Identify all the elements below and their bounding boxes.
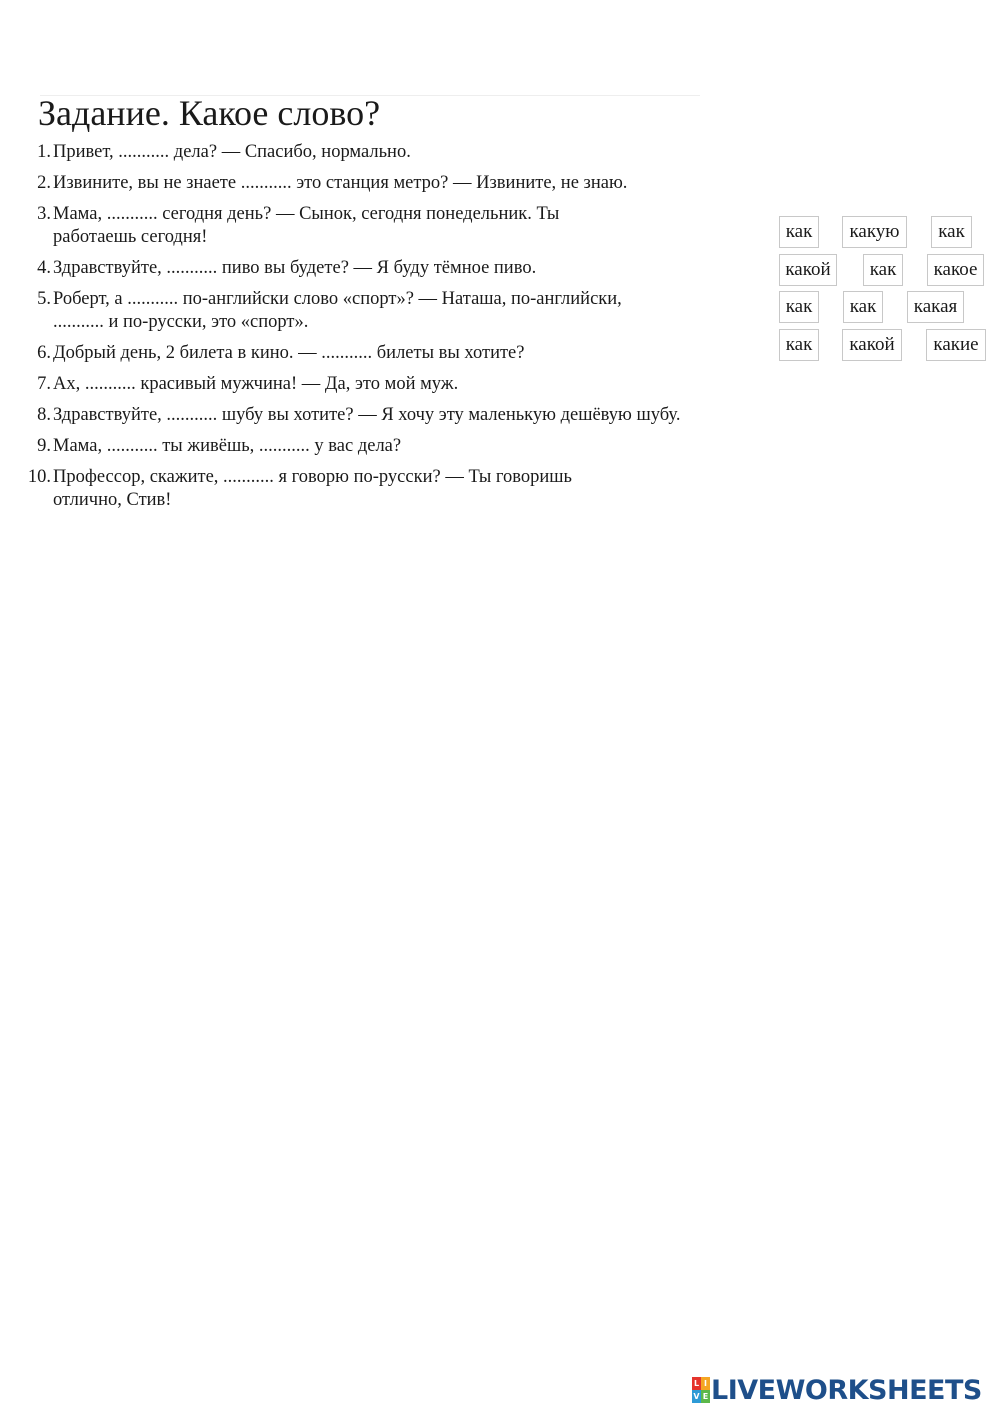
liveworksheets-logo[interactable]: [692, 1372, 982, 1408]
question-text: Извините, вы не знаете ........... это станция метро? — Извините, не знаю.: [53, 173, 628, 193]
word-tile[interactable]: какой: [842, 329, 902, 361]
word-tile[interactable]: как: [779, 291, 819, 323]
question-number: 2.: [37, 173, 51, 193]
question-number: 9.: [37, 436, 51, 456]
question-number: 7.: [37, 374, 51, 394]
word-tile[interactable]: как: [863, 254, 903, 286]
word-tile[interactable]: какое: [927, 254, 984, 286]
word-tile[interactable]: как: [931, 216, 972, 248]
logo-text: LIVEWORKSHEETS: [711, 1374, 982, 1406]
word-tile[interactable]: какая: [907, 291, 964, 323]
question-item: [0, 404, 700, 427]
worksheet-title: Задание. Какое слово?: [38, 93, 381, 133]
question-item: [0, 203, 700, 249]
question-number: 8.: [37, 405, 51, 425]
question-item: [0, 172, 700, 195]
question-text: Здравствуйте, ........... пиво вы будете? — Я буду тёмное пиво.: [53, 258, 537, 278]
question-number: 3.: [37, 204, 51, 224]
word-tile[interactable]: как: [779, 329, 819, 361]
question-text: Добрый день, 2 билета в кино. — ........... билеты вы хотите?: [53, 343, 525, 363]
question-item: [0, 373, 700, 396]
question-item: [0, 288, 700, 334]
logo-mark-letter: E: [702, 1392, 709, 1401]
question-text: Ах, ........... красивый мужчина! — Да, это мой муж.: [53, 374, 459, 394]
question-text: Роберт, а ........... по-английски слово «спорт»? — Наташа, по-английски, ........... и по-русски, это «спорт».: [53, 289, 622, 332]
question-number: 10.: [27, 467, 51, 487]
question-number: 5.: [37, 289, 51, 309]
logo-mark-letter: V: [693, 1392, 700, 1401]
question-text: Здравствуйте, ........... шубу вы хотите? — Я хочу эту маленькую дешёвую шубу.: [53, 405, 681, 425]
question-number: 1.: [37, 142, 51, 162]
word-tile[interactable]: как: [779, 216, 819, 248]
question-text: Привет, ........... дела? — Спасибо, нормально.: [53, 142, 411, 162]
logo-mark-icon: [692, 1377, 710, 1403]
question-list: [0, 141, 700, 520]
question-item: [0, 141, 700, 164]
word-tile[interactable]: как: [843, 291, 883, 323]
question-text: Мама, ........... сегодня день? — Сынок, сегодня понедельник. Ты работаешь сегодня!: [53, 204, 560, 247]
question-number: 6.: [37, 343, 51, 363]
logo-mark-letter: L: [693, 1379, 700, 1388]
question-number: 4.: [37, 258, 51, 278]
question-text: Мама, ........... ты живёшь, ........... у вас дела?: [53, 436, 402, 456]
word-tile[interactable]: какую: [842, 216, 907, 248]
question-item: [0, 435, 700, 458]
question-item: [0, 466, 700, 512]
question-item: [0, 257, 700, 280]
question-text: Профессор, скажите, ........... я говорю по-русски? — Ты говоришь отлично, Стив!: [53, 467, 572, 510]
logo-mark-letter: I: [701, 1377, 710, 1390]
word-tile[interactable]: какие: [926, 329, 986, 361]
word-tile[interactable]: какой: [779, 254, 837, 286]
question-item: [0, 342, 700, 365]
